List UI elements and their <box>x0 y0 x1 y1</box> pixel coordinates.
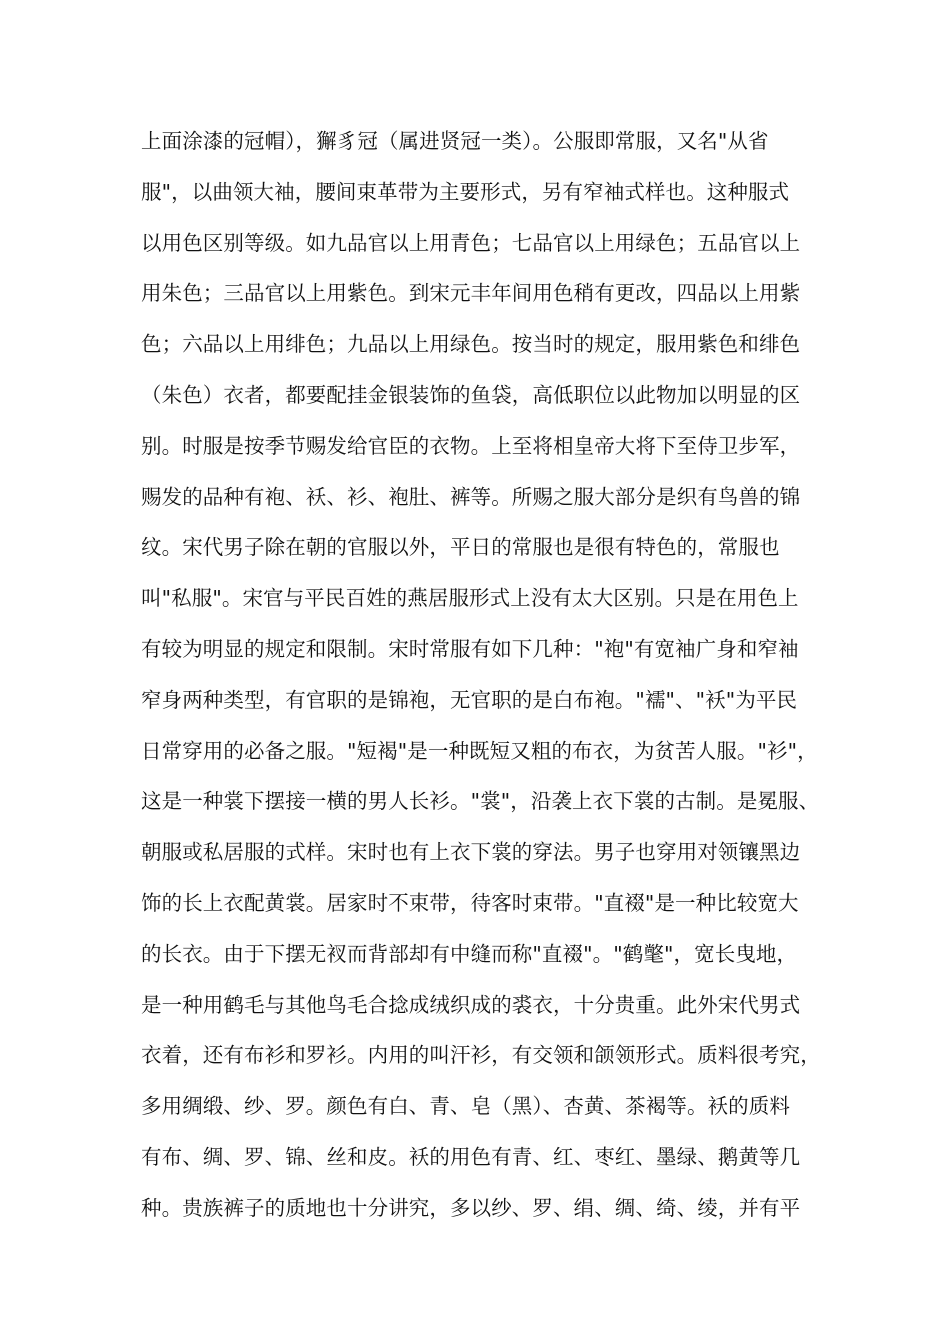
text-line: 用朱色；三品官以上用紫色。到宋元丰年间用色稍有更改，四品以上用紫 <box>141 281 801 306</box>
text-line: 上面涂漆的冠帽），獬豸冠（属进贤冠一类）。公服即常服，又名"从省 <box>141 129 769 153</box>
text-line: 日常穿用的必备之服。"短褐"是一种既短又粗的布衣，为贫苦人服。"衫"， <box>141 738 818 763</box>
text-line: 窄身两种类型，有官职的是锦袍，无官职的是白布袍。"襦"、"袄"为平民 <box>141 687 798 712</box>
text-line: 这是一种裳下摆接一横的男人长衫。"裳"，沿袭上衣下裳的古制。是冕服、 <box>141 789 820 814</box>
text-line: 种。贵族裤子的质地也十分讲究，多以纱、罗、绢、绸、绮、绫，并有平 <box>141 1195 801 1220</box>
text-line: 叫"私服"。宋官与平民百姓的燕居服形式上没有太大区别。只是在用色上 <box>141 586 799 611</box>
text-line: 多用绸缎、纱、罗。颜色有白、青、皂（黑）、杏黄、茶褐等。袄的质料 <box>141 1094 790 1119</box>
text-line: 以用色区别等级。如九品官以上用青色；七品官以上用绿色；五品官以上 <box>141 230 801 255</box>
text-line: 色；六品以上用绯色；九品以上用绿色。按当时的规定，服用紫色和绯色 <box>141 332 801 357</box>
text-line: 是一种用鹤毛与其他鸟毛合捻成绒织成的裘衣，十分贵重。此外宋代男式 <box>141 992 801 1017</box>
text-line: 有较为明显的规定和限制。宋时常服有如下几种："袍"有宽袖广身和窄袖 <box>141 636 799 661</box>
text-line: 衣着，还有布衫和罗衫。内用的叫汗衫，有交领和颌领形式。质料很考究， <box>141 1043 821 1068</box>
text-line: 有布、绸、罗、锦、丝和皮。袄的用色有青、红、枣红、墨绿、鹅黄等几 <box>141 1144 801 1169</box>
text-line: 服"，以曲领大袖，腰间束革带为主要形式，另有窄袖式样也。这种服式 <box>141 179 790 204</box>
text-line: （朱色）衣者，都要配挂金银装饰的鱼袋，高低职位以此物加以明显的区 <box>141 382 801 407</box>
text-line: 朝服或私居服的式样。宋时也有上衣下裳的穿法。男子也穿用对领镶黑边 <box>141 840 801 865</box>
text-line: 别。时服是按季节赐发给官臣的衣物。上至将相皇帝大将下至侍卫步军， <box>141 433 801 458</box>
text-line: 纹。宋代男子除在朝的官服以外，平日的常服也是很有特色的，常服也 <box>141 535 780 560</box>
text-line: 饰的长上衣配黄裳。居家时不束带，待客时束带。"直裰"是一种比较宽大 <box>141 890 799 915</box>
text-line: 的长衣。由于下摆无衩而背部却有中缝而称"直裰"。"鹤氅"，宽长曳地， <box>141 941 798 966</box>
body-text <box>141 116 841 1234</box>
text-line: 赐发的品种有袍、袄、衫、袍肚、裤等。所赐之服大部分是织有鸟兽的锦 <box>141 484 801 509</box>
